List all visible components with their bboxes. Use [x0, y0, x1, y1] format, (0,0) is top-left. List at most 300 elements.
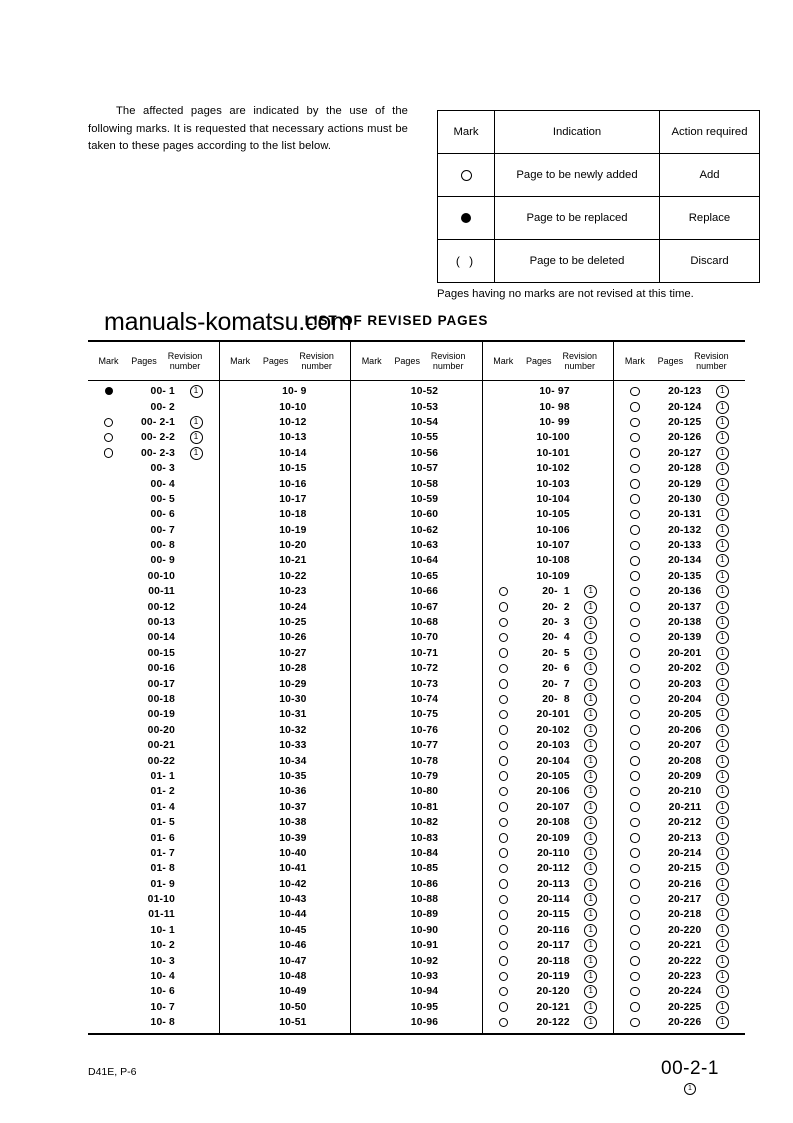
table-row [483, 476, 614, 491]
table-column-group-3 [350, 342, 482, 380]
row-page-number: 20- 6 [542, 663, 570, 675]
column-headers [88, 342, 219, 380]
row-revision-circle-icon: 1 [570, 724, 612, 737]
table-row [220, 692, 351, 707]
row-page-number: 10-25 [279, 617, 307, 629]
row-page-number: 10-51 [279, 1017, 307, 1029]
row-page-number: 10-81 [410, 801, 439, 813]
row-revision-circle-icon: 1 [701, 524, 743, 537]
row-page-number: 10- 4 [150, 971, 175, 983]
row-page-number: 10-28 [279, 663, 307, 675]
table-row [88, 507, 219, 522]
row-revision-circle-icon: 1 [701, 647, 743, 660]
legend-row-add [438, 154, 760, 197]
table-row [88, 861, 219, 876]
row-page-number: 10-13 [279, 432, 307, 444]
row-page-number: 10-96 [410, 1017, 439, 1029]
table-row [614, 892, 745, 907]
header-pages: Pages [526, 356, 552, 366]
header-mark: Mark [230, 356, 251, 366]
table-row [88, 738, 219, 753]
table-row [88, 630, 219, 645]
table-row [220, 892, 351, 907]
row-page-number: 10-109 [536, 570, 570, 582]
legend-mark-cell [438, 154, 495, 197]
table-column-group-5 [613, 342, 745, 380]
table-row [88, 446, 219, 461]
table-row [614, 923, 745, 938]
row-page-number: 00- 1 [150, 386, 175, 398]
row-page-number: 10-36 [279, 786, 307, 798]
row-page-number: 10-64 [410, 555, 439, 567]
row-mark-open-circle-icon [487, 632, 520, 643]
table-row [351, 800, 482, 815]
table-row [483, 923, 614, 938]
row-revision-circle-icon: 1 [701, 985, 743, 998]
row-revision-circle-icon: 1 [175, 447, 217, 460]
row-page-number: 10-52 [410, 386, 439, 398]
row-page-number: 20-212 [668, 817, 702, 829]
row-page-number: 20-213 [668, 832, 702, 844]
table-row [351, 661, 482, 676]
row-page-number: 20-139 [668, 632, 702, 644]
row-page-number: 20-135 [668, 570, 702, 582]
row-revision-circle-icon: 1 [701, 616, 743, 629]
row-mark-open-circle-icon [618, 555, 651, 566]
table-row [351, 877, 482, 892]
row-page-number: 20-226 [668, 1017, 702, 1029]
row-mark-open-circle-icon [487, 725, 520, 736]
table-row [483, 553, 614, 568]
row-page-number: 20-112 [537, 863, 570, 875]
row-page-number: 20-105 [536, 770, 570, 782]
row-page-number: 10-34 [279, 755, 307, 767]
table-row [614, 738, 745, 753]
row-page-number: 10-58 [410, 478, 439, 490]
table-row [88, 938, 219, 953]
row-mark-open-circle-icon [618, 986, 651, 997]
table-body [88, 381, 745, 1033]
table-row [351, 892, 482, 907]
table-row [88, 969, 219, 984]
row-page-number: 10-94 [410, 986, 439, 998]
table-row [614, 415, 745, 430]
row-page-number: 10-35 [279, 770, 307, 782]
table-row [351, 938, 482, 953]
table-row [351, 415, 482, 430]
row-page-number: 20-119 [537, 971, 570, 983]
table-row [351, 969, 482, 984]
row-page-number: 00-22 [147, 755, 175, 767]
row-revision-circle-icon: 1 [701, 785, 743, 798]
row-page-number: 10-45 [279, 924, 307, 936]
row-page-number: 10-21 [279, 555, 307, 567]
header-revision-number: Revision number [694, 351, 729, 371]
row-page-number: 00-14 [147, 632, 175, 644]
header-pages: Pages [657, 356, 684, 366]
table-row [88, 615, 219, 630]
row-revision-circle-icon: 1 [570, 862, 612, 875]
row-mark-open-circle-icon [618, 571, 651, 582]
row-revision-circle-icon: 1 [570, 878, 612, 891]
row-revision-circle-icon: 1 [701, 493, 743, 506]
row-revision-circle-icon: 1 [701, 708, 743, 721]
row-page-number: 01- 5 [150, 817, 175, 829]
row-page-number: 01- 8 [150, 863, 175, 875]
table-row [614, 492, 745, 507]
table-row [88, 492, 219, 507]
row-revision-circle-icon: 1 [701, 693, 743, 706]
row-page-number: 20-120 [536, 986, 570, 998]
table-row [614, 877, 745, 892]
table-row [88, 569, 219, 584]
row-mark-open-circle-icon [487, 648, 520, 659]
row-revision-circle-icon: 1 [570, 832, 612, 845]
table-row [88, 646, 219, 661]
row-mark-open-circle-icon [618, 386, 651, 397]
row-revision-circle-icon: 1 [701, 955, 743, 968]
header-mark: Mark [493, 356, 514, 366]
column-headers [351, 342, 482, 380]
row-page-number: 20-218 [668, 909, 702, 921]
row-mark-open-circle-icon [618, 402, 651, 413]
row-page-number: 10-48 [279, 971, 307, 983]
row-revision-circle-icon: 1 [701, 385, 743, 398]
table-row [351, 384, 482, 399]
table-row [220, 846, 351, 861]
legend-row-discard [438, 240, 760, 283]
table-column-group-2 [219, 342, 351, 380]
table-row [88, 877, 219, 892]
table-row [88, 830, 219, 845]
row-page-number: 10-57 [410, 463, 439, 475]
row-page-number: 10-65 [410, 570, 439, 582]
row-page-number: 20-118 [537, 955, 570, 967]
row-page-number: 10-63 [410, 540, 439, 552]
table-row [483, 753, 614, 768]
table-row [220, 661, 351, 676]
row-revision-circle-icon: 1 [701, 478, 743, 491]
row-mark-open-circle-icon [618, 448, 651, 459]
legend-mark-cell [438, 197, 495, 240]
table-row [220, 769, 351, 784]
row-mark-open-circle-icon [487, 771, 520, 782]
table-row [220, 523, 351, 538]
row-page-number: 01- 9 [150, 878, 175, 890]
row-mark-open-circle-icon [487, 602, 520, 613]
table-row [614, 430, 745, 445]
header-pages: Pages [262, 356, 289, 366]
row-page-number: 10-46 [279, 940, 307, 952]
row-page-number: 10-80 [410, 786, 439, 798]
row-mark-open-circle-icon [618, 617, 651, 628]
table-row [614, 538, 745, 553]
row-page-number: 00-15 [147, 647, 175, 659]
row-page-number: 01- 1 [150, 770, 175, 782]
footer-model: D41E, P-6 [88, 1066, 137, 1078]
table-row [483, 446, 614, 461]
row-revision-circle-icon: 1 [701, 739, 743, 752]
row-page-number: 00- 5 [150, 493, 175, 505]
row-page-number: 10- 6 [150, 986, 175, 998]
row-page-number: 10-91 [410, 940, 439, 952]
row-mark-open-circle-icon [487, 740, 520, 751]
table-row [483, 599, 614, 614]
row-page-number: 10-93 [410, 971, 439, 983]
table-row [88, 784, 219, 799]
row-page-number: 20-137 [668, 601, 702, 613]
table-row [614, 399, 745, 414]
table-row [88, 399, 219, 414]
table-row [614, 692, 745, 707]
row-mark-open-circle-icon [618, 509, 651, 520]
row-revision-circle-icon: 1 [570, 939, 612, 952]
table-row [483, 769, 614, 784]
row-page-number: 10-89 [410, 909, 439, 921]
row-mark-open-circle-icon [487, 709, 520, 720]
row-revision-circle-icon: 1 [701, 447, 743, 460]
row-page-number: 10-32 [279, 724, 307, 736]
table-row [614, 1000, 745, 1015]
row-revision-circle-icon: 1 [701, 770, 743, 783]
table-row [483, 969, 614, 984]
row-page-number: 20- 5 [542, 647, 570, 659]
table-row [614, 615, 745, 630]
table-row [220, 384, 351, 399]
row-page-number: 00- 2-3 [140, 447, 175, 459]
rows-container [351, 381, 482, 1033]
row-page-number: 20- 4 [542, 632, 570, 644]
table-row [88, 430, 219, 445]
footer-page-block [635, 1058, 745, 1095]
row-page-number: 10-12 [279, 416, 307, 428]
table-row [614, 830, 745, 845]
row-page-number: 10-49 [279, 986, 307, 998]
table-row [88, 907, 219, 922]
table-row [88, 661, 219, 676]
row-page-number: 10-41 [279, 863, 307, 875]
row-page-number: 20-211 [668, 801, 702, 813]
table-row [614, 769, 745, 784]
legend-action: Discard [660, 240, 760, 283]
table-row [614, 861, 745, 876]
table-row [220, 430, 351, 445]
table-row [483, 492, 614, 507]
table-row [351, 738, 482, 753]
row-revision-circle-icon: 1 [701, 570, 743, 583]
table-row [351, 615, 482, 630]
row-page-number: 20-215 [668, 863, 702, 875]
legend-mark-cell [438, 240, 495, 283]
row-mark-filled-circle-icon [92, 386, 125, 397]
row-revision-circle-icon: 1 [701, 462, 743, 475]
table-header-row [88, 342, 745, 380]
table-row [614, 800, 745, 815]
row-page-number: 20-208 [668, 755, 702, 767]
table-row [88, 953, 219, 968]
row-page-number: 20-202 [668, 663, 702, 675]
table-row [220, 599, 351, 614]
row-page-number: 10-42 [279, 878, 307, 890]
table-row [483, 800, 614, 815]
row-page-number: 00- 7 [150, 524, 175, 536]
row-page-number: 00-11 [148, 586, 175, 598]
row-page-number: 00- 6 [150, 509, 175, 521]
row-revision-circle-icon: 1 [701, 755, 743, 768]
row-page-number: 00- 9 [150, 555, 175, 567]
table-column-body-2 [219, 381, 351, 1033]
row-revision-circle-icon: 1 [701, 662, 743, 675]
legend-row-replace [438, 197, 760, 240]
table-row [220, 953, 351, 968]
row-mark-open-circle-icon [618, 771, 651, 782]
table-row [483, 846, 614, 861]
header-revision-number: Revision number [167, 351, 203, 371]
row-page-number: 10-86 [410, 878, 439, 890]
row-page-number: 10- 7 [150, 1001, 175, 1013]
row-page-number: 10-72 [410, 663, 439, 675]
row-mark-open-circle-icon [487, 1002, 520, 1013]
table-row [88, 476, 219, 491]
header-mark: Mark [624, 356, 645, 366]
table-row [88, 800, 219, 815]
table-row [88, 384, 219, 399]
row-page-number: 10- 1 [150, 924, 175, 936]
table-column-body-5 [613, 381, 745, 1033]
table-row [614, 723, 745, 738]
table-row [220, 646, 351, 661]
row-revision-circle-icon: 1 [570, 985, 612, 998]
row-mark-open-circle-icon [618, 740, 651, 751]
row-page-number: 10-54 [410, 416, 439, 428]
row-revision-circle-icon: 1 [701, 801, 743, 814]
row-page-number: 10-15 [279, 463, 307, 475]
row-page-number: 10-95 [410, 1001, 439, 1013]
row-page-number: 00- 2 [150, 401, 175, 413]
row-page-number: 10-74 [410, 694, 439, 705]
row-page-number: 10-60 [410, 509, 439, 521]
row-revision-circle-icon: 1 [570, 678, 612, 691]
row-page-number: 10-76 [410, 724, 439, 736]
row-page-number: 20- 8 [542, 694, 570, 705]
row-page-number: 10-23 [279, 586, 307, 598]
row-mark-open-circle-icon [92, 448, 125, 459]
row-revision-circle-icon: 1 [701, 401, 743, 414]
row-page-number: 01-10 [147, 894, 175, 906]
row-mark-open-circle-icon [618, 848, 651, 859]
table-row [483, 523, 614, 538]
row-revision-circle-icon: 1 [570, 908, 612, 921]
open-circle-icon [461, 170, 472, 181]
rows-container [614, 381, 745, 1033]
row-page-number: 10- 9 [282, 386, 307, 398]
row-page-number: 00-20 [147, 724, 175, 736]
row-page-number: 00- 2-1 [140, 416, 175, 428]
row-mark-open-circle-icon [618, 586, 651, 597]
row-page-number: 20-123 [668, 386, 702, 398]
table-row [351, 784, 482, 799]
table-row [220, 800, 351, 815]
row-revision-circle-icon: 1 [701, 893, 743, 906]
table-row [351, 553, 482, 568]
table-row [483, 738, 614, 753]
row-revision-circle-icon: 1 [701, 924, 743, 937]
row-page-number: 10-19 [279, 524, 307, 536]
table-row [614, 384, 745, 399]
rows-container [483, 381, 614, 1033]
table-row [483, 399, 614, 414]
row-page-number: 00-16 [147, 663, 175, 675]
row-mark-open-circle-icon [618, 925, 651, 936]
table-row [483, 707, 614, 722]
row-mark-open-circle-icon [618, 756, 651, 767]
row-page-number: 10-22 [279, 570, 307, 582]
header-revision-number: Revision number [299, 351, 334, 371]
row-revision-circle-icon: 1 [701, 724, 743, 737]
row-mark-open-circle-icon [487, 956, 520, 967]
table-row [483, 907, 614, 922]
rows-container [220, 381, 351, 1033]
table-row [614, 553, 745, 568]
row-page-number: 10-24 [279, 601, 307, 613]
row-page-number: 10-26 [279, 632, 307, 644]
table-row [220, 615, 351, 630]
table-row [614, 661, 745, 676]
table-row [220, 584, 351, 599]
row-revision-circle-icon: 1 [570, 631, 612, 644]
parentheses-icon: ( ) [455, 254, 477, 268]
intro-paragraph: The affected pages are indicated by the use of the following marks. It is requested that necessary actions must be taken to these pages according to the list below. [88, 105, 408, 152]
table-row [351, 430, 482, 445]
table-row [351, 461, 482, 476]
table-row [351, 507, 482, 522]
table-row [220, 415, 351, 430]
row-page-number: 20-129 [668, 478, 702, 490]
table-row [88, 1000, 219, 1015]
row-page-number: 20-126 [668, 432, 702, 444]
row-mark-open-circle-icon [618, 1017, 651, 1028]
row-page-number: 20-210 [668, 786, 702, 798]
legend-header-row [438, 111, 760, 154]
table-row [614, 523, 745, 538]
table-row [614, 569, 745, 584]
row-mark-open-circle-icon [92, 432, 125, 443]
row-revision-circle-icon: 1 [570, 816, 612, 829]
row-revision-circle-icon: 1 [701, 678, 743, 691]
row-page-number: 10-102 [536, 463, 570, 475]
row-page-number: 10-90 [410, 924, 439, 936]
table-row [351, 599, 482, 614]
table-row [220, 907, 351, 922]
table-row [351, 861, 482, 876]
row-page-number: 00-10 [147, 570, 175, 582]
table-row [483, 569, 614, 584]
row-revision-circle-icon: 1 [570, 647, 612, 660]
table-row [483, 538, 614, 553]
table-row [351, 1000, 482, 1015]
row-page-number: 10-16 [279, 478, 307, 490]
row-page-number: 00- 8 [150, 540, 175, 552]
row-revision-circle-icon: 1 [701, 601, 743, 614]
row-page-number: 20- 3 [542, 617, 570, 629]
row-page-number: 10-68 [410, 617, 439, 629]
row-page-number: 10-92 [410, 955, 439, 967]
row-page-number: 10-44 [279, 909, 307, 921]
row-page-number: 10-78 [410, 755, 439, 767]
table-row [351, 707, 482, 722]
header-revision-number: Revision number [562, 351, 598, 371]
table-row [220, 399, 351, 414]
